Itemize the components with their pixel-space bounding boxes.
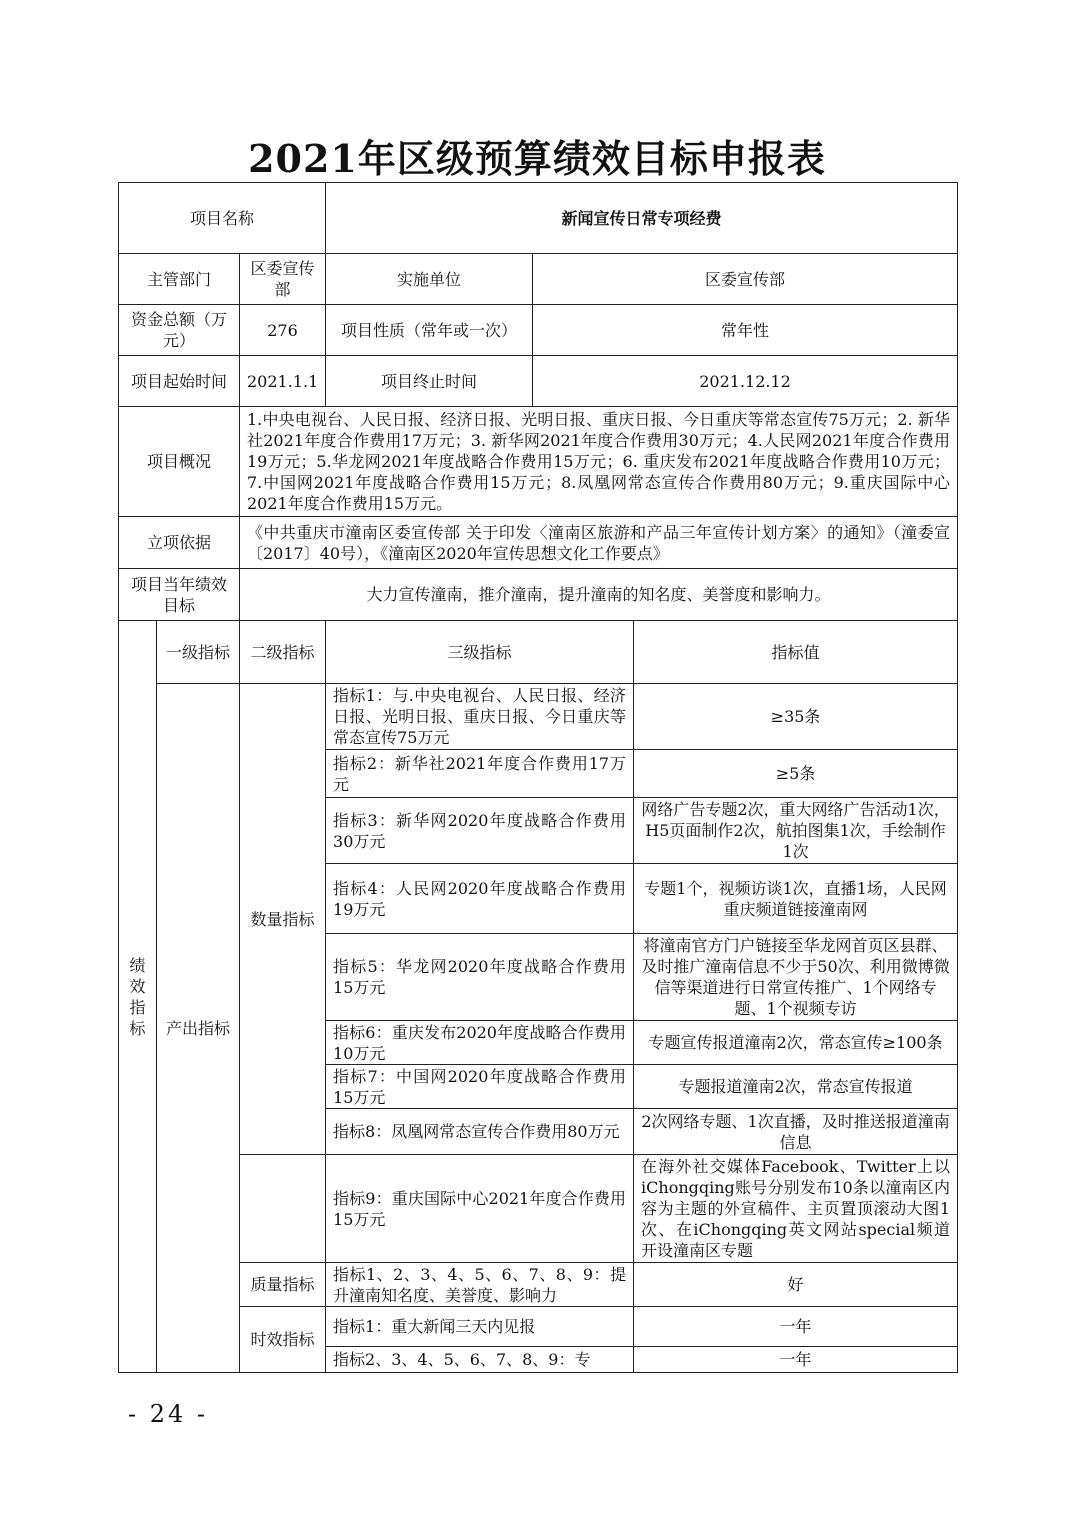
header-value: 指标值 (634, 621, 958, 684)
label-nature: 项目性质（常年或一次） (326, 305, 533, 356)
row-goal (119, 569, 958, 621)
indicator-cell: 指标2：新华社2021年度合作费用17万元 (326, 750, 634, 798)
row-basis (119, 517, 958, 569)
label-dept: 主管部门 (119, 254, 240, 305)
indicator-cell: 指标7：中国网2020年度战略合作费用15万元 (326, 1065, 634, 1109)
value-project-name: 新闻宣传日常专项经费 (326, 183, 958, 254)
value-goal: 大力宣传潼南，推介潼南，提升潼南的知名度、美誉度和影响力。 (240, 569, 958, 621)
value-cell: ≥35条 (634, 684, 958, 750)
table-row (119, 1155, 958, 1263)
header-level3: 三级指标 (326, 621, 634, 684)
label-perf: 绩效指标 (119, 621, 157, 1373)
value-dept: 区委宣传部 (240, 254, 326, 305)
indicator-cell: 指标8：凤凰网常态宣传合作费用80万元 (326, 1109, 634, 1155)
row-dates (119, 356, 958, 407)
value-cell: 一年 (634, 1307, 958, 1347)
label-output: 产出指标 (157, 684, 240, 1373)
value-cell: 好 (634, 1263, 958, 1307)
indicator-cell: 指标1：与.中央电视台、人民日报、经济日报、光明日报、重庆日报、今日重庆等常态宣传75万元 (326, 684, 634, 750)
performance-target-form (118, 182, 958, 1373)
table-row (119, 1307, 958, 1347)
label-project-name: 项目名称 (119, 183, 326, 254)
value-cell: 在海外社交媒体Facebook、Twitter上以iChongqing账号分别发布10条以潼南区内容为主题的外宣稿件、主页置顶滚动大图1次、在iChongqing英文网站special频道开设潼南区专题 (634, 1155, 958, 1263)
value-end: 2021.12.12 (533, 356, 958, 407)
row-project-name (119, 183, 958, 254)
value-nature: 常年性 (533, 305, 958, 356)
value-start: 2021.1.1 (240, 356, 326, 407)
row-indicator-header (119, 621, 958, 684)
indicator-cell: 指标3：新华网2020年度战略合作费用30万元 (326, 798, 634, 864)
value-cell: 专题报道潼南2次，常态宣传报道 (634, 1065, 958, 1109)
indicator-cell: 指标1、2、3、4、5、6、7、8、9：提升潼南知名度、美誉度、影响力 (326, 1263, 634, 1307)
indicator-cell: 指标2、3、4、5、6、7、8、9：专 (326, 1347, 634, 1373)
header-level1: 一级指标 (157, 621, 240, 684)
value-cell: 将潼南官方门户链接至华龙网首页区县群、及时推广潼南信息不少于50次、利用微博微信等渠道进行日常宣传推广、1个网络专题、1个视频专访 (634, 934, 958, 1021)
label-basis: 立项依据 (119, 517, 240, 569)
indicator-cell: 指标6：重庆发布2020年度战略合作费用10万元 (326, 1021, 634, 1065)
page-number: - 24 - (128, 1400, 209, 1428)
label-timeliness: 时效指标 (240, 1307, 326, 1373)
value-cell: 一年 (634, 1347, 958, 1373)
label-quality: 质量指标 (240, 1263, 326, 1307)
value-cell: 专题宣传报道潼南2次，常态宣传≥100条 (634, 1021, 958, 1065)
value-cell: 专题1个，视频访谈1次，直播1场，人民网重庆频道链接潼南网 (634, 864, 958, 934)
table-row (119, 684, 958, 750)
indicator-cell: 指标5：华龙网2020年度战略合作费用15万元 (326, 934, 634, 1021)
row-overview (119, 407, 958, 517)
label-quantity: 数量指标 (240, 684, 326, 1155)
value-cell: 网络广告专题2次，重大网络广告活动1次，H5页面制作2次，航拍图集1次，手绘制作1次 (634, 798, 958, 864)
header-level2: 二级指标 (240, 621, 326, 684)
value-cell: ≥5条 (634, 750, 958, 798)
row-department (119, 254, 958, 305)
label-start: 项目起始时间 (119, 356, 240, 407)
label-overview: 项目概况 (119, 407, 240, 517)
indicator-cell: 指标1：重大新闻三天内见报 (326, 1307, 634, 1347)
value-basis: 《中共重庆市潼南区委宣传部 关于印发〈潼南区旅游和产品三年宣传计划方案〉的通知》（潼委宣〔2017〕40号），《潼南区2020年宣传思想文化工作要点》 (240, 517, 958, 569)
label-goal: 项目当年绩效目标 (119, 569, 240, 621)
page-title: 2021年区级预算绩效目标申报表 (248, 136, 826, 181)
value-overview: 1.中央电视台、人民日报、经济日报、光明日报、重庆日报、今日重庆等常态宣传75万元；2. 新华社2021年度合作费用17万元；3. 新华网2021年度合作费用30万元；4.人民网2021年度合作费用19万元；5.华龙网2021年度战略合作费用15万元；6. 重庆发布2021年度战略合作费用10万元；7.中国网2021年度战略合作费用15万元；8.凤凰网常态宣传合作费用80万元；9.重庆国际中心2021年度合作费用15万元。 (240, 407, 958, 517)
label-impl-unit: 实施单位 (326, 254, 533, 305)
value-fund: 276 (240, 305, 326, 356)
value-impl-unit: 区委宣传部 (533, 254, 958, 305)
table-row (119, 1263, 958, 1307)
label-fund: 资金总额（万元） (119, 305, 240, 356)
row-fund (119, 305, 958, 356)
value-cell: 2次网络专题、1次直播，及时推送报道潼南信息 (634, 1109, 958, 1155)
indicator-cell: 指标4：人民网2020年度战略合作费用19万元 (326, 864, 634, 934)
empty-cell (240, 1155, 326, 1263)
label-end: 项目终止时间 (326, 356, 533, 407)
indicator-cell: 指标9：重庆国际中心2021年度合作费用15万元 (326, 1155, 634, 1263)
